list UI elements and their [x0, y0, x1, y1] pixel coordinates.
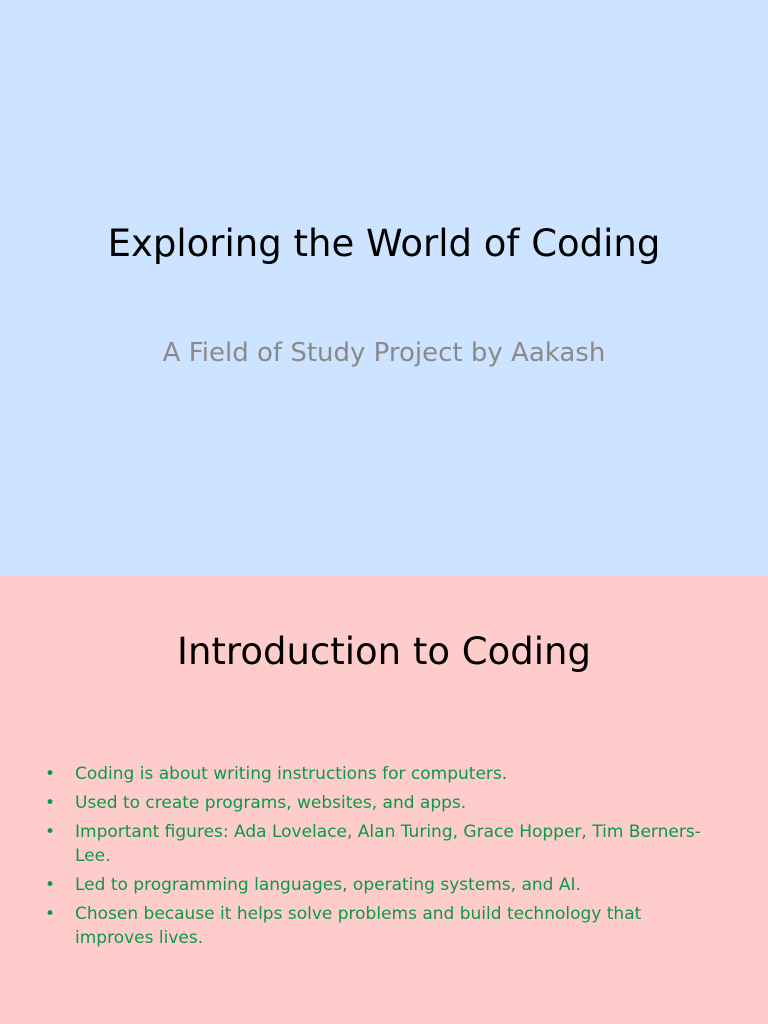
bullet-item [45, 902, 725, 950]
slide-2-title: Introduction to Coding [177, 630, 591, 673]
bullet-list [45, 762, 725, 955]
bullet-icon: • [45, 764, 56, 784]
slide-1-title: Exploring the World of Coding [107, 222, 661, 265]
bullet-text: Important figures: Ada Lovelace, Alan Turing, Grace Hopper, Tim Berners-Lee. [75, 822, 701, 866]
bullet-icon: • [45, 822, 56, 842]
bullet-item [45, 791, 725, 815]
bullet-item [45, 873, 725, 897]
bullet-item [45, 820, 725, 868]
bullet-icon: • [45, 875, 56, 895]
bullet-text: Led to programming languages, operating systems, and AI. [75, 875, 581, 895]
slide-introduction [0, 576, 768, 1024]
bullet-text: Used to create programs, websites, and apps. [75, 793, 467, 813]
bullet-icon: • [45, 793, 56, 813]
bullet-icon: • [45, 904, 56, 924]
bullet-text: Coding is about writing instructions for computers. [75, 764, 508, 784]
slide-1-subtitle: A Field of Study Project by Aakash [162, 338, 606, 368]
bullet-text: Chosen because it helps solve problems and build technology that improves lives. [75, 904, 642, 948]
bullet-item [45, 762, 725, 786]
